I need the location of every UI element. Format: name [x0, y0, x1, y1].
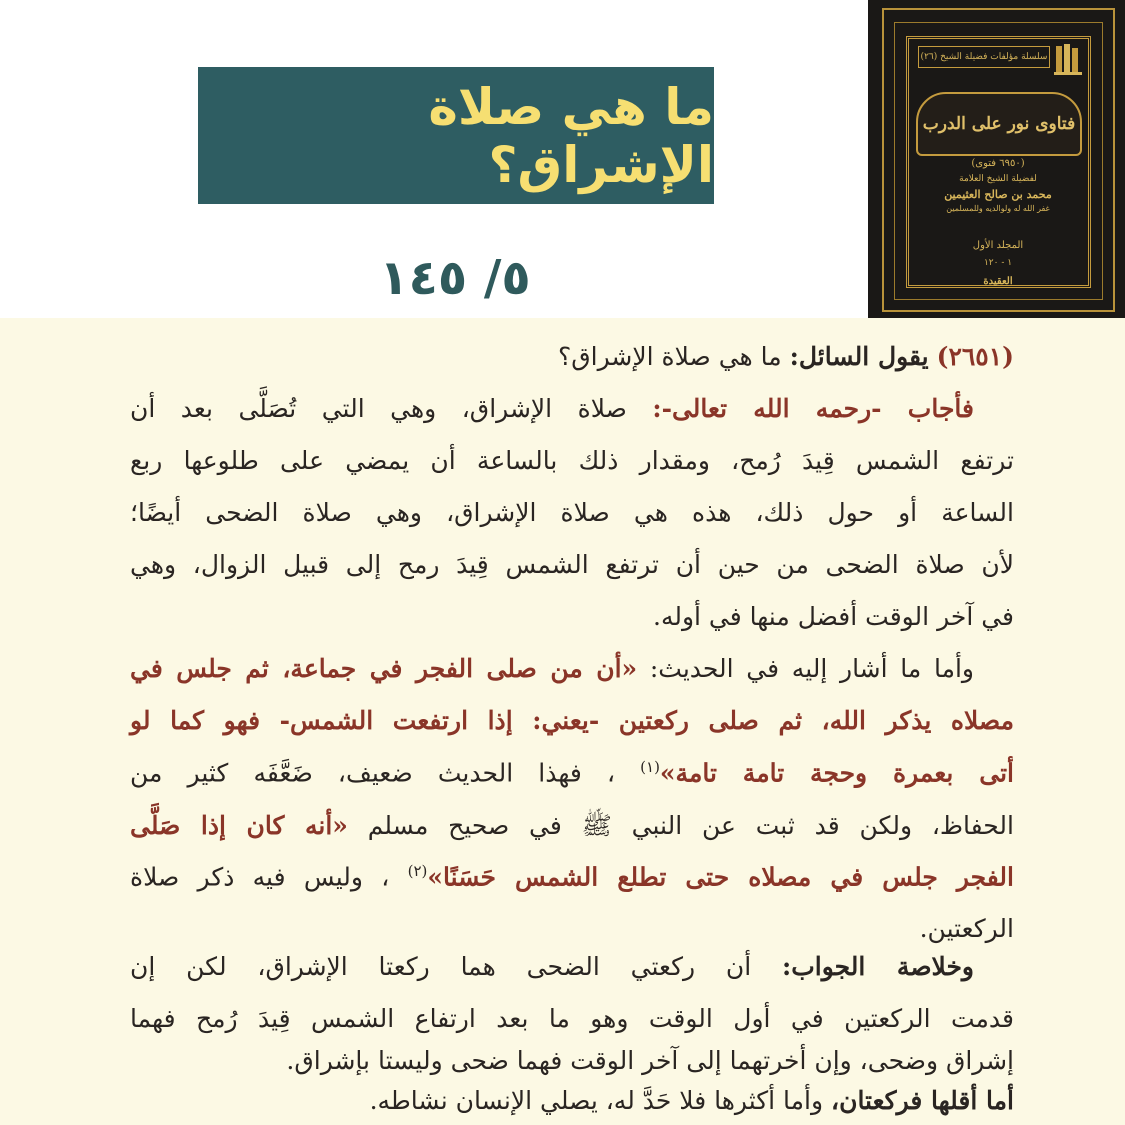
- answer-line-4: لأن صلاة الضحى من حين أن ترتفع الشمس قِيدَ رمح إلى قبيل الزوال، وهي: [130, 550, 1014, 579]
- footnote-2: (٢): [407, 862, 428, 880]
- hadith-line-5: [130, 862, 1014, 891]
- cover-subject: العقيدة: [983, 276, 1013, 287]
- answer-line-3: الساعة أو حول ذلك، هذه هي صلاة الإشراق، وهي صلاة الضحى أيضًا؛: [130, 498, 1014, 527]
- question-label: يقول السائل:: [789, 342, 929, 371]
- title-banner: [198, 67, 714, 204]
- footnote-1: (١): [640, 758, 660, 776]
- hadith-line-3: [130, 758, 1014, 787]
- muslim-quote-1: «أنه كان إذا صَلَّى: [130, 811, 348, 840]
- minimum-label: أما أقلها فركعتان،: [831, 1086, 1014, 1115]
- answer-line-2: ترتفع الشمس قِيدَ رُمح، ومقدار ذلك بالساعة أن يمضي على طلوعها ربع: [130, 446, 1014, 475]
- question-text: ما هي صلاة الإشراق؟: [558, 342, 782, 371]
- muslim-comment: ، وليس فيه ذكر صلاة: [130, 862, 390, 892]
- answer-line-5: في آخر الوقت أفضل منها في أوله.: [653, 602, 1014, 631]
- hadith-line-6: الركعتين.: [919, 914, 1014, 943]
- summary-line-3: إشراق وضحى، وإن أخرتهما إلى آخر الوقت فهما ضحى وليستا بإشراق.: [286, 1046, 1014, 1075]
- hadith-line-4: [130, 810, 1014, 847]
- muslim-intro: الحفاظ، ولكن قد ثبت عن النبي ﷺ في صحيح مسلم: [367, 811, 1014, 840]
- cover-series: سلسلة مؤلفات فضيلة الشيخ (٢٦): [918, 46, 1050, 68]
- book-cover: [868, 0, 1125, 318]
- cover-range: ١ - ١٢٠: [983, 258, 1013, 268]
- maximum-text: وأما أكثرها فلا حَدَّ له، يصلي الإنسان نشاطه.: [369, 1086, 824, 1115]
- cover-title: فتاوى نور على الدرب: [922, 114, 1076, 134]
- hadith-line-1: [130, 654, 1014, 683]
- page-title: ما هي صلاة الإشراق؟: [428, 77, 714, 194]
- summary-line-2: قدمت الركعتين في أول الوقت وهو ما بعد ارتفاع الشمس قِيدَ رُمح فهما: [130, 1004, 1014, 1033]
- hadith-line-2: مصلاه يذكر الله، ثم صلى ركعتين -يعني: إذا ارتفعت الشمس- فهو كما لو: [130, 706, 1014, 735]
- cover-title-emblem: [916, 92, 1082, 156]
- summary-text-1: أن ركعتي الضحى هما ركعتا الإشراق، لكن إن: [130, 952, 752, 981]
- summary-label: وخلاصة الجواب:: [782, 952, 975, 981]
- summary-line-1: [130, 952, 1014, 981]
- hadith-intro: وأما ما أشار إليه في الحديث:: [649, 654, 975, 683]
- question-line: [130, 342, 1014, 371]
- cover-author-prefix: لفضيلة الشيخ العلامة: [959, 174, 1037, 184]
- hadith-quote-1: «أن من صلى الفجر في جماعة، ثم جلس في: [130, 654, 638, 683]
- cover-count: (٦٩٥٠ فتوى): [971, 158, 1025, 169]
- books-icon: [1054, 42, 1084, 76]
- answer-label: فأجاب -رحمه الله تعالى-:: [652, 394, 974, 423]
- reference-number: ٥/ ١٤٥: [379, 250, 531, 306]
- answer-text-1: صلاة الإشراق، وهي التي تُصَلَّى بعد أن: [130, 394, 627, 423]
- book-page: [0, 318, 1125, 1125]
- muslim-quote-2: الفجر جلس في مصلاه حتى تطلع الشمس حَسَنًا»: [427, 862, 1014, 892]
- fatwa-number: (٢٦٥١): [936, 342, 1014, 371]
- cover-author: محمد بن صالح العثيمين: [944, 188, 1052, 201]
- answer-line-1: [130, 394, 1014, 423]
- summary-line-4: [130, 1086, 1014, 1115]
- hadith-quote-3: أتى بعمرة وحجة تامة تامة»: [659, 758, 1014, 788]
- cover-volume: المجلد الأول: [972, 240, 1024, 251]
- hadith-comment: ، فهذا الحديث ضعيف، ضَعَّفَه كثير من: [130, 758, 616, 788]
- cover-author-suffix: غفر الله له ولوالديه وللمسلمين: [946, 204, 1050, 213]
